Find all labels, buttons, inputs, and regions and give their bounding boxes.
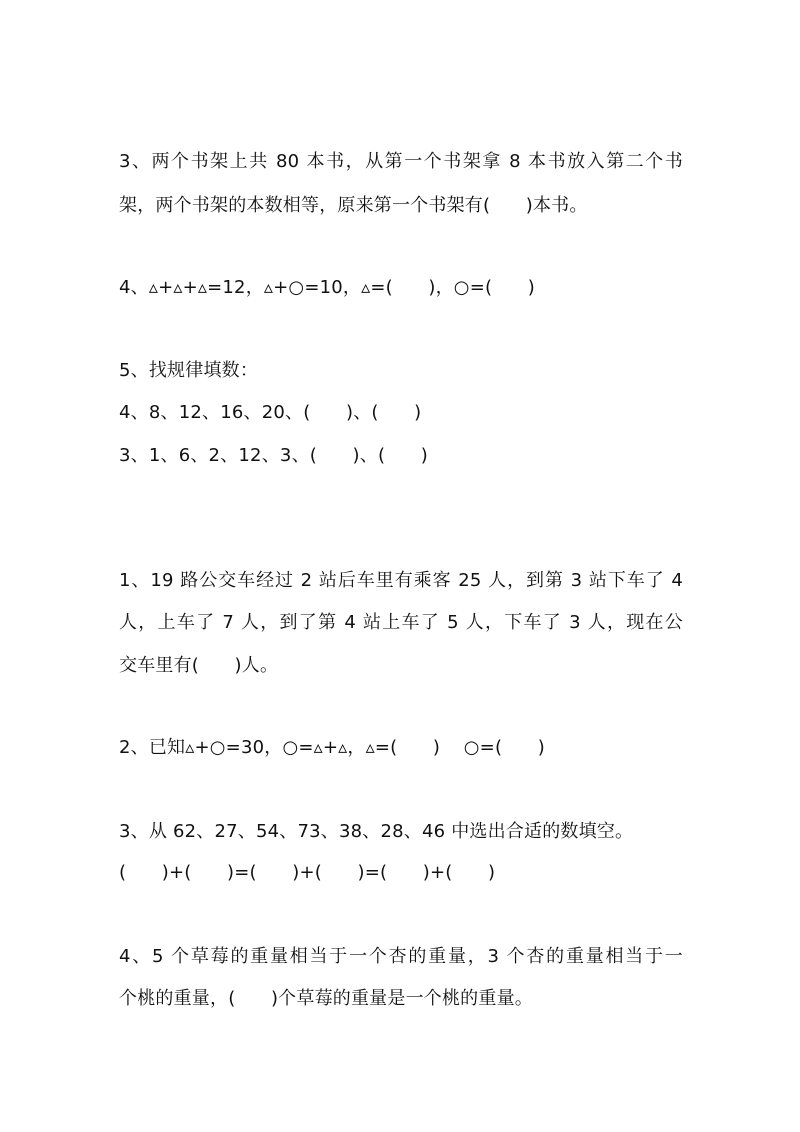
problem-5a-sequence-1: 4、8、12、16、20、( )、( ) [119, 402, 422, 423]
problem-5a-sequence-2: 3、1、6、2、12、3、( )、( ) [119, 445, 428, 466]
problem-1b-line3: 交车里有( )人。 [119, 655, 279, 676]
problem-1b-line2: 人，上车了 7 人，到了第 4 站上车了 5 人，下车了 3 人，现在公 [119, 612, 683, 633]
problem-3a-line1: 3、两个书架上共 80 本书，从第一个书架拿 8 本书放入第二个书 [119, 151, 683, 172]
problem-4b-line2: 个桃的重量，( )个草莓的重量是一个桃的重量。 [119, 988, 533, 1009]
problem-3a-line2: 架，两个书架的本数相等，原来第一个书架有( )本书。 [119, 195, 588, 216]
problem-3b-line1: 3、从 62、27、54、73、38、28、46 中选出合适的数填空。 [119, 821, 634, 842]
problem-3b-answer-blanks: ( )+( )=( )+( )=( )+( ) [119, 862, 496, 883]
problem-5a-title: 5、找规律填数： [119, 360, 259, 381]
problem-1b-line1: 1、19 路公交车经过 2 站后车里有乘客 25 人，到第 3 站下车了 4 [119, 570, 683, 591]
problem-4a-line1: 4、▵+▵+▵=12，▵+○=10，▵=( )，○=( ) [119, 277, 535, 298]
problem-4b-line1: 4、5 个草莓的重量相当于一个杏的重量，3 个杏的重量相当于一 [119, 946, 683, 967]
problem-2b-line1: 2、已知▵+○=30，○=▵+▵，▵=( ) ○=( ) [119, 737, 545, 758]
